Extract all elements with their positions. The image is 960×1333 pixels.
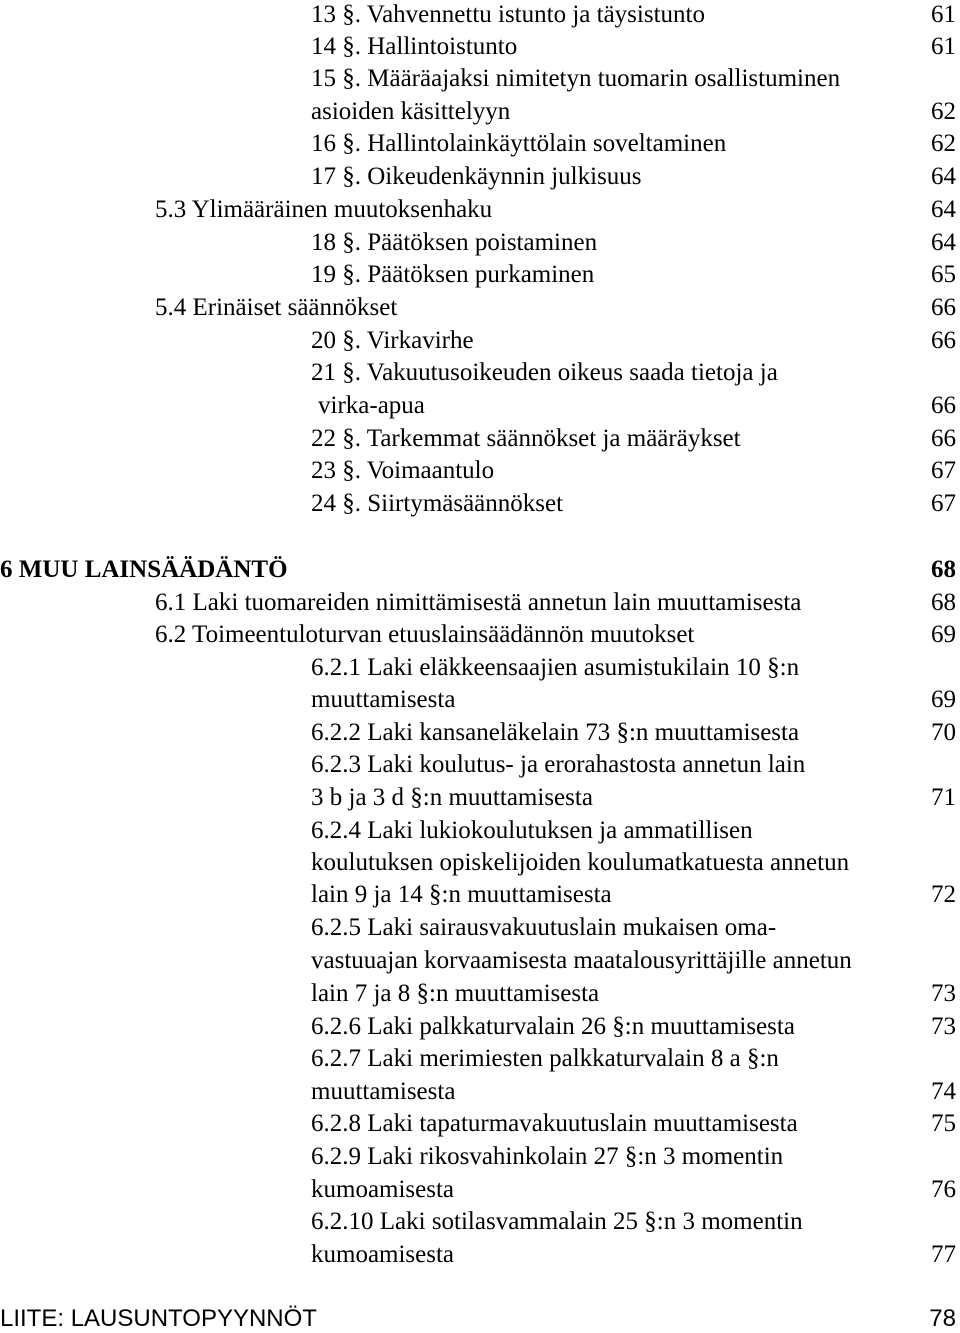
- toc-entry-page-number: 71: [931, 784, 956, 811]
- toc-entry-title: 6.2.8 Laki tapaturmavakuutuslain muuttamisesta: [311, 1110, 798, 1137]
- toc-entry-title: 20 §. Virkavirhe: [311, 327, 474, 354]
- toc-entry-title: koulutuksen opiskelijoiden koulumatkatuesta annetun: [311, 849, 850, 876]
- toc-entry-page-number: 67: [931, 490, 956, 517]
- toc-entry-title: muuttamisesta: [311, 686, 456, 713]
- toc-entry-page-number: 65: [931, 261, 956, 288]
- toc-entry-page-number: 69: [931, 686, 956, 713]
- toc-entry-page-number: 66: [931, 392, 956, 419]
- toc-entry-page-number: 61: [931, 1, 956, 28]
- toc-entry-title: 6.2.4 Laki lukiokoulutuksen ja ammatillisen: [311, 817, 753, 844]
- toc-entry-title: asioiden käsittelyyn: [311, 98, 511, 125]
- toc-entry-page-number: 77: [931, 1241, 956, 1268]
- toc-entry-title: 19 §. Päätöksen purkaminen: [311, 261, 595, 288]
- toc-entry-page-number: 61: [931, 33, 956, 60]
- toc-entry-title: 17 §. Oikeudenkäynnin julkisuus: [311, 163, 642, 190]
- toc-entry-page-number: 64: [931, 163, 956, 190]
- toc-entry-title: 6.2.2 Laki kansaneläkelain 73 §:n muuttamisesta: [311, 719, 800, 746]
- toc-entry-title: 5.3 Ylimääräinen muutoksenhaku: [155, 196, 493, 223]
- toc-entry-page-number: 69: [931, 621, 956, 648]
- toc-entry-page-number: 62: [931, 98, 956, 125]
- toc-entry-title: muuttamisesta: [311, 1078, 456, 1105]
- toc-entry-title: 13 §. Vahvennettu istunto ja täysistunto: [311, 1, 705, 28]
- toc-entry-title: lain 9 ja 14 §:n muuttamisesta: [311, 881, 612, 908]
- toc-entry-title: 6 MUU LAINSÄÄDÄNTÖ: [0, 556, 288, 583]
- toc-entry-title: 6.2.7 Laki merimiesten palkkaturvalain 8 a §:n: [311, 1045, 779, 1072]
- toc-entry-page-number: 70: [931, 719, 956, 746]
- toc-entry-title: vastuuajan korvaamisesta maatalousyrittäjille annetun: [311, 947, 852, 974]
- toc-entry-page-number: 66: [931, 294, 956, 321]
- toc-entry-title: 5.4 Erinäiset säännökset: [155, 294, 398, 321]
- toc-entry-title: kumoamisesta: [311, 1241, 455, 1268]
- toc-entry-title: 21 §. Vakuutusoikeuden oikeus saada tietoja ja: [311, 359, 778, 386]
- toc-entry-page-number: 64: [931, 196, 956, 223]
- toc-entry-title: 3 b ja 3 d §:n muuttamisesta: [311, 784, 593, 811]
- toc-entry-title: 6.2.6 Laki palkkaturvalain 26 §:n muuttamisesta: [311, 1013, 795, 1040]
- toc-entry-page-number: 64: [931, 229, 956, 256]
- toc-entry-page-number: 75: [931, 1110, 956, 1137]
- toc-entry-title: virka-apua: [318, 392, 425, 419]
- toc-entry-title: lain 7 ja 8 §:n muuttamisesta: [311, 980, 600, 1007]
- toc-entry-title: 14 §. Hallintoistunto: [311, 33, 518, 60]
- toc-entry-title: 6.2.3 Laki koulutus- ja erorahastosta annetun lain: [311, 751, 806, 778]
- toc-entry-page-number: 73: [931, 1013, 956, 1040]
- toc-entry-title: 6.2.10 Laki sotilasvammalain 25 §:n 3 momentin: [311, 1208, 803, 1235]
- toc-entry-title: 6.2.1 Laki eläkkeensaajien asumistukilain 10 §:n: [311, 654, 800, 681]
- toc-entry-page-number: 67: [931, 457, 956, 484]
- toc-entry-title: 6.2 Toimeentuloturvan etuuslainsäädännön muutokset: [155, 621, 695, 648]
- toc-entry-title: 23 §. Voimaantulo: [311, 457, 495, 484]
- toc-entry-page-number: 73: [931, 980, 956, 1007]
- toc-entry-title: 16 §. Hallintolainkäyttölain soveltaminen: [311, 130, 727, 157]
- toc-entry-page-number: 62: [931, 130, 956, 157]
- toc-entry-page-number: 66: [931, 425, 956, 452]
- toc-entry-title: 18 §. Päätöksen poistaminen: [311, 229, 598, 256]
- toc-entry-title: 15 §. Määräajaksi nimitetyn tuomarin osallistuminen: [311, 65, 841, 92]
- toc-entry-title: 24 §. Siirtymäsäännökset: [311, 490, 564, 517]
- toc-entry-page-number: 76: [931, 1176, 956, 1203]
- toc-entry-title: kumoamisesta: [311, 1176, 455, 1203]
- toc-entry-title: LIITE: LAUSUNTOPYYNNÖT: [0, 1305, 317, 1332]
- toc-entry-page-number: 66: [931, 327, 956, 354]
- toc-entry-title: 6.2.9 Laki rikosvahinkolain 27 §:n 3 momentin: [311, 1143, 784, 1170]
- toc-entry-title: 6.1 Laki tuomareiden nimittämisestä annetun lain muuttamisesta: [155, 589, 802, 616]
- toc-entry-page-number: 68: [931, 589, 956, 616]
- toc-entry-title: 22 §. Tarkemmat säännökset ja määräykset: [311, 425, 741, 452]
- toc-entry-page-number: 74: [931, 1078, 956, 1105]
- toc-entry-page-number: 68: [931, 556, 956, 583]
- toc-entry-page-number: 72: [931, 881, 956, 908]
- toc-entry-title: 6.2.5 Laki sairausvakuutuslain mukaisen oma-: [311, 914, 777, 941]
- toc-entry-page-number: 78: [929, 1305, 956, 1332]
